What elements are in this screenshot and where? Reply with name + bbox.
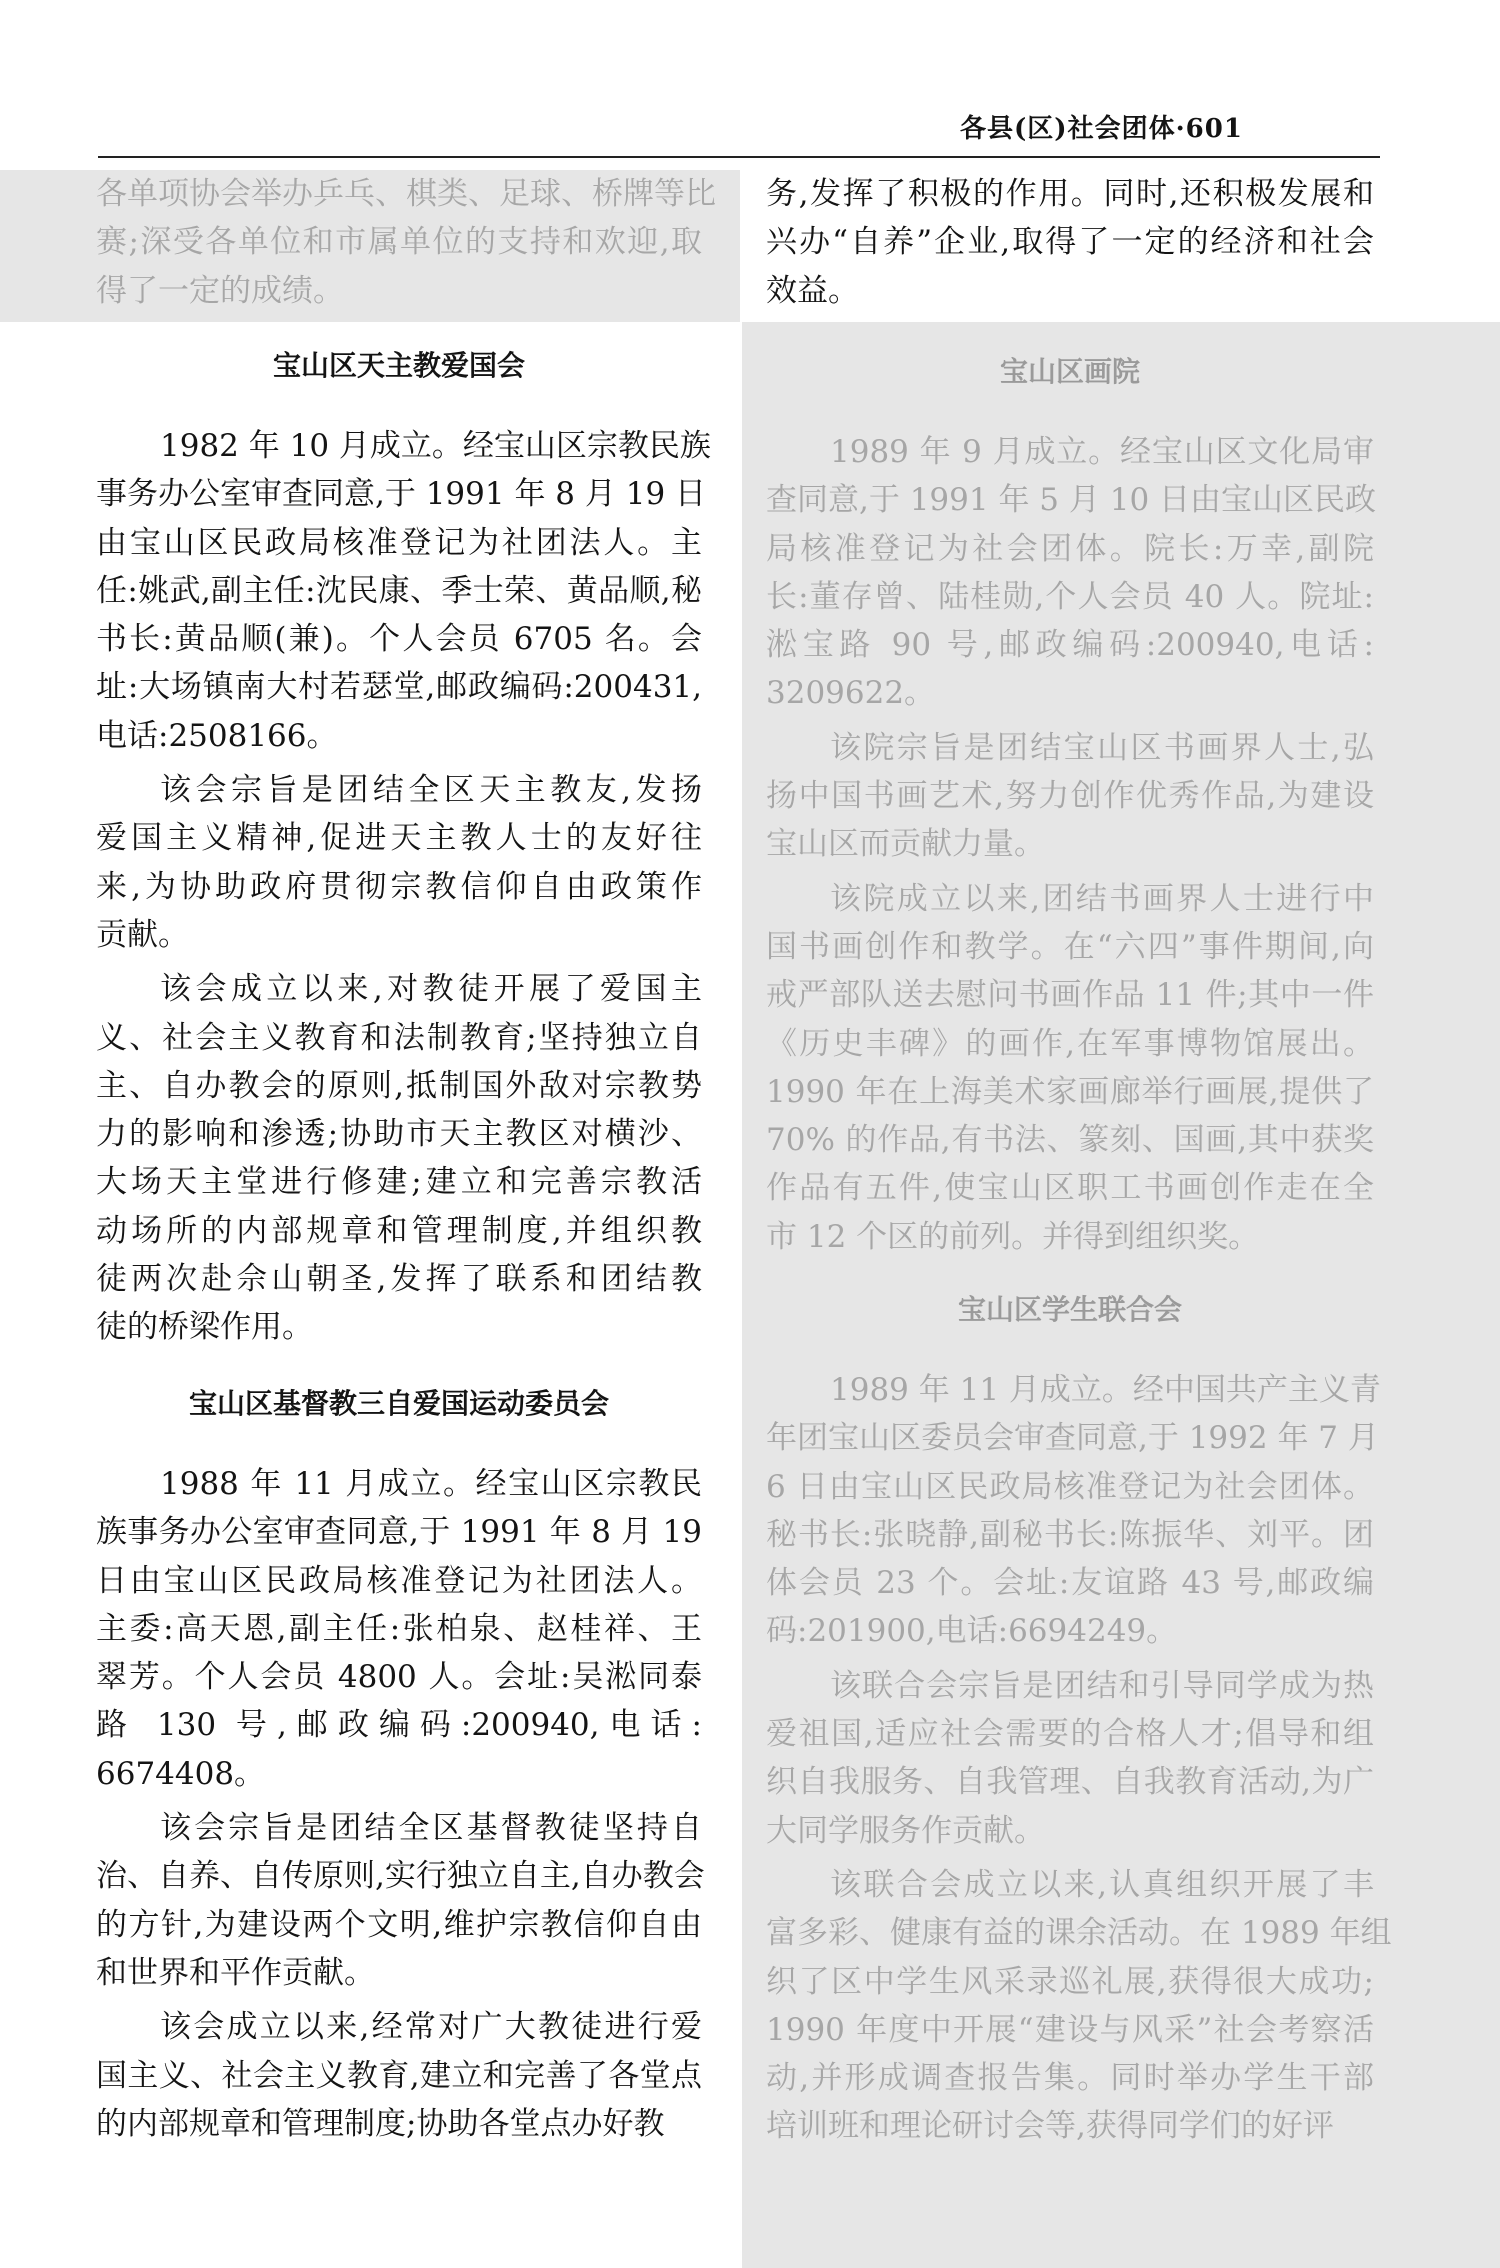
text-line: 秘书长:张晓静,副秘书长:陈振华、刘平。团 xyxy=(766,1516,1374,1553)
text-line: 书长:黄品顺(兼)。个人会员 6705 名。会 xyxy=(96,621,702,658)
text-line: 1990 年在上海美术家画廊举行画展,提供了 xyxy=(766,1073,1374,1110)
paragraph-founding xyxy=(766,428,1377,718)
section-painting-academy xyxy=(766,350,1377,1261)
text-line: 大场天主堂进行修建;建立和完善宗教活 xyxy=(96,1164,702,1201)
text-line: 该联合会宗旨是团结和引导同学成为热 xyxy=(830,1667,1374,1704)
text-line: 爱国主义精神,促进天主教人士的友好往 xyxy=(96,820,702,857)
paragraph-founding xyxy=(96,1460,702,1798)
text-line: 日由宝山区民政局核准登记为社团法人。 xyxy=(96,1562,702,1599)
text-line: 徒的桥梁作用。 xyxy=(96,1309,313,1346)
text-line: 来,为协助政府贯彻宗教信仰自由政策作 xyxy=(96,868,702,905)
text-line: 1989 年 9 月成立。经宝山区文化局审 xyxy=(830,434,1374,470)
text-line: 务,发挥了积极的作用。同时,还积极发展和 xyxy=(766,176,1374,212)
right-continued-paragraph xyxy=(766,170,1374,315)
text-line: 贡献。 xyxy=(96,916,189,953)
header-rule xyxy=(98,156,1380,158)
text-line: 爱祖国,适应社会需要的合格人才;倡导和组 xyxy=(766,1716,1374,1753)
section-christian-three-self-committee xyxy=(96,1382,705,2148)
text-line: 宝山区而贡献力量。 xyxy=(766,826,1045,863)
text-line: 得了一定的成绩。 xyxy=(96,272,344,309)
text-line: 作品有五件,使宝山区职工书画创作走在全 xyxy=(766,1170,1374,1207)
section-catholic-patriotic-association xyxy=(96,344,711,1352)
text-line: 事务办公室审查同意,于 1991 年 8 月 19 日 xyxy=(96,476,707,513)
text-line: 主、自办教会的原则,抵制国外敌对宗教势 xyxy=(96,1067,702,1104)
paragraph-purpose xyxy=(766,1662,1374,1855)
text-line: 兴办“自养”企业,取得了一定的经济和社会 xyxy=(766,224,1374,261)
text-line: 赛;深受各单位和市属单位的支持和欢迎,取 xyxy=(96,224,702,261)
text-line: 义、社会主义教育和法制教育;坚持独立自 xyxy=(96,1019,702,1056)
paragraph-activities xyxy=(766,1861,1392,2151)
text-line: 效益。 xyxy=(766,272,859,309)
text-line: 码:201900,电话:6694249。 xyxy=(766,1613,1178,1650)
text-line: 《历史丰碑》的画作,在军事博物馆展出。 xyxy=(766,1025,1374,1062)
text-line: 动场所的内部规章和管理制度,并组织教 xyxy=(96,1212,702,1249)
text-line: 70% 的作品,有书法、篆刻、国画,其中获奖 xyxy=(766,1122,1374,1159)
section-student-union xyxy=(766,1288,1392,2151)
text-line: 织自我服务、自我管理、自我教育活动,为广 xyxy=(766,1764,1374,1801)
text-line: 扬中国书画艺术,努力创作优秀作品,为建设 xyxy=(766,778,1374,815)
text-line: 该院成立以来,团结书画界人士进行中 xyxy=(830,880,1374,917)
text-line: 国主义、社会主义教育,建立和完善了各堂点 xyxy=(96,2057,702,2094)
text-line: 治、自养、自传原则,实行独立自主,自办教会 xyxy=(96,1858,705,1895)
text-line: 淞宝路 90 号,邮政编码:200940,电话: xyxy=(766,627,1374,664)
text-line: 该会宗旨是团结全区天主教友,发扬 xyxy=(160,772,702,809)
text-line: 1982 年 10 月成立。经宝山区宗教民族 xyxy=(160,428,711,464)
text-line: 市 12 个区的前列。并得到组织奖。 xyxy=(766,1218,1260,1255)
paragraph-purpose xyxy=(96,766,702,959)
text-line: 国书画创作和教学。在“六四”事件期间,向 xyxy=(766,928,1374,965)
paragraph-founding xyxy=(96,422,711,760)
text-line: 的内部规章和管理制度;协助各堂点办好教 xyxy=(96,2105,665,2142)
text-line: 族事务办公室审查同意,于 1991 年 8 月 19 xyxy=(96,1514,702,1551)
running-header xyxy=(960,108,1380,145)
text-line: 6674408。 xyxy=(96,1755,266,1792)
left-continued-paragraph xyxy=(96,170,716,315)
text-line: 戒严部队送去慰问书画作品 11 件;其中一件 xyxy=(766,977,1374,1014)
text-line: 局核准登记为社会团体。院长:万幸,副院 xyxy=(766,530,1374,567)
running-title: 各县(区)社会团体· xyxy=(960,114,1186,144)
text-line: 电话:2508166。 xyxy=(96,717,338,754)
text-line: 织了区中学生风采录巡礼展,获得很大成功; xyxy=(766,1963,1374,2000)
paragraph-activities xyxy=(96,2003,702,2148)
text-line: 大同学服务作贡献。 xyxy=(766,1812,1045,1849)
paragraph-activities xyxy=(766,875,1374,1261)
text-line: 和世界和平作贡献。 xyxy=(96,1954,375,1991)
text-line: 该院宗旨是团结宝山区书画界人士,弘 xyxy=(830,729,1374,766)
text-line: 由宝山区民政局核准登记为社团法人。主 xyxy=(96,524,702,561)
page-number: 601 xyxy=(1185,114,1243,144)
text-line: 体会员 23 个。会址:友谊路 43 号,邮政编 xyxy=(766,1565,1374,1602)
text-line: 长:董存曾、陆桂勋,个人会员 40 人。院址: xyxy=(766,578,1374,615)
text-line: 年团宝山区委员会审查同意,于 1992 年 7 月 xyxy=(766,1420,1379,1457)
text-line: 该会宗旨是团结全区基督教徒坚持自 xyxy=(160,1810,702,1847)
text-line: 翠芳。个人会员 4800 人。会址:吴淞同泰 xyxy=(96,1659,702,1696)
text-line: 3209622。 xyxy=(766,675,936,712)
text-line: 址:大场镇南大村若瑟堂,邮政编码:200431, xyxy=(96,669,702,706)
text-line: 查同意,于 1991 年 5 月 10 日由宝山区民政 xyxy=(766,482,1377,519)
text-line: 的方针,为建设两个文明,维护宗教信仰自由 xyxy=(96,1906,702,1943)
section-title: 宝山区学生联合会 xyxy=(957,1293,1182,1326)
text-line: 力的影响和渗透;协助市天主教区对横沙、 xyxy=(96,1116,702,1153)
section-title: 宝山区天主教爱国会 xyxy=(272,349,525,382)
text-line: 动,并形成调查报告集。同时举办学生干部 xyxy=(766,2060,1374,2097)
text-line: 该会成立以来,对教徒开展了爱国主 xyxy=(160,971,702,1008)
text-line: 1989 年 11 月成立。经中国共产主义青 xyxy=(830,1372,1381,1408)
text-line: 富多彩、健康有益的课余活动。在 1989 年组 xyxy=(766,1915,1392,1952)
paragraph-purpose xyxy=(766,724,1374,869)
text-line: 该联合会成立以来,认真组织开展了丰 xyxy=(830,1866,1374,1903)
text-line: 各单项协会举办乒乓、棋类、足球、桥牌等比 xyxy=(96,176,716,212)
text-line: 路 130 号,邮政编码:200940,电话: xyxy=(96,1707,702,1744)
paragraph-founding xyxy=(766,1366,1381,1656)
text-line: 任:姚武,副主任:沈民康、季士荣、黄品顺,秘 xyxy=(96,572,702,609)
paragraph-activities xyxy=(96,965,702,1351)
text-line: 培训班和理论研讨会等,获得同学们的好评 xyxy=(766,2108,1334,2145)
paragraph-purpose xyxy=(96,1804,705,1997)
text-line: 6 日由宝山区民政局核准登记为社会团体。 xyxy=(766,1468,1374,1505)
section-title: 宝山区基督教三自爱国运动委员会 xyxy=(188,1387,609,1420)
text-line: 徒两次赴佘山朝圣,发挥了联系和团结教 xyxy=(96,1261,702,1298)
text-line: 1988 年 11 月成立。经宝山区宗教民 xyxy=(160,1466,702,1502)
text-line: 1990 年度中开展“建设与风采”社会考察活 xyxy=(766,2011,1374,2048)
text-line: 该会成立以来,经常对广大教徒进行爱 xyxy=(160,2009,702,2046)
text-line: 主委:高天恩,副主任:张柏泉、赵桂祥、王 xyxy=(96,1610,702,1647)
section-title: 宝山区画院 xyxy=(999,355,1140,388)
